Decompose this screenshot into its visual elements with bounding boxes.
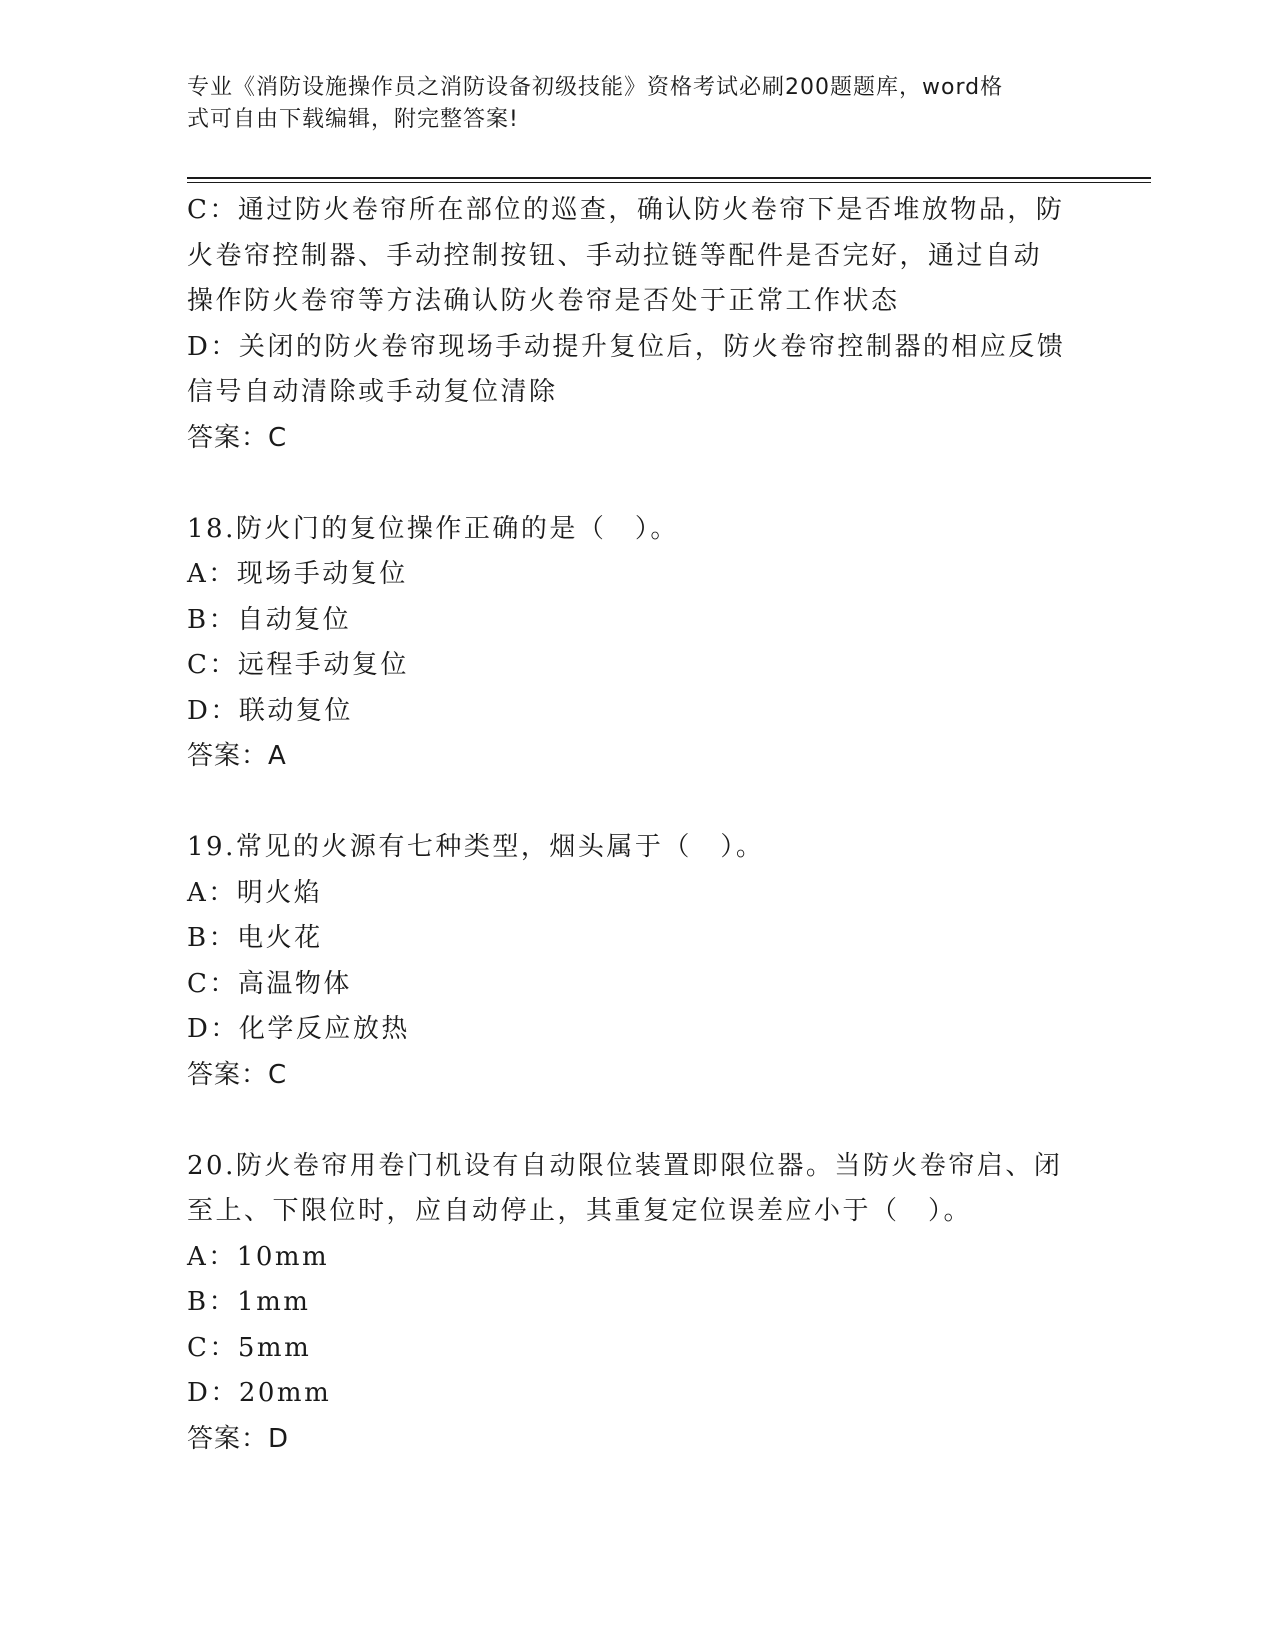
answer-label: 答案：D bbox=[187, 1423, 290, 1454]
spacer bbox=[187, 780, 1087, 826]
header-line-2: 式可自由下载编辑，附完整答案! bbox=[187, 107, 519, 132]
option-d-line: 信号自动清除或手动复位清除 bbox=[187, 377, 558, 407]
option-d: D：20mm bbox=[187, 1378, 332, 1408]
option-c: C：高温物体 bbox=[187, 968, 352, 999]
answer-label: 答案：C bbox=[187, 422, 288, 453]
option-a: A：现场手动复位 bbox=[187, 559, 408, 589]
document-header bbox=[187, 72, 1067, 136]
option-a: A：10mm bbox=[187, 1241, 330, 1272]
spacer bbox=[187, 1098, 1087, 1144]
option-b: B：电火花 bbox=[187, 923, 323, 953]
question-content bbox=[187, 188, 1087, 1462]
option-c: C：远程手动复位 bbox=[187, 650, 409, 680]
question-stem: 19.常见的火源有七种类型，烟头属于（ ）。 bbox=[187, 832, 765, 862]
spacer bbox=[187, 461, 1087, 507]
answer-label: 答案：C bbox=[187, 1059, 288, 1090]
option-c-line: 操作防火卷帘等方法确认防火卷帘是否处于正常工作状态 bbox=[187, 286, 900, 316]
option-d: D：化学反应放热 bbox=[187, 1014, 410, 1044]
option-c-line: 火卷帘控制器、手动控制按钮、手动拉链等配件是否完好，通过自动 bbox=[187, 240, 1043, 271]
header-line-1: 专业《消防设施操作员之消防设备初级技能》资格考试必刷200题题库，word格 bbox=[187, 75, 1004, 100]
continued-question-17 bbox=[187, 188, 1087, 461]
option-c: C：5mm bbox=[187, 1332, 312, 1363]
question-19 bbox=[187, 825, 1087, 1098]
question-20 bbox=[187, 1144, 1087, 1463]
header-divider-thick bbox=[187, 177, 1151, 179]
option-c-line: C：通过防火卷帘所在部位的巡查，确认防火卷帘下是否堆放物品，防 bbox=[187, 195, 1065, 225]
header-divider-thin bbox=[187, 182, 1151, 183]
option-b: B：自动复位 bbox=[187, 604, 352, 635]
option-d-line: D：关闭的防火卷帘现场手动提升复位后，防火卷帘控制器的相应反馈 bbox=[187, 331, 1066, 362]
question-stem: 18.防火门的复位操作正确的是（ ）。 bbox=[187, 513, 679, 544]
option-a: A：明火焰 bbox=[187, 877, 323, 908]
question-18 bbox=[187, 507, 1087, 780]
question-stem: 至上、下限位时，应自动停止，其重复定位误差应小于（ ）。 bbox=[187, 1196, 973, 1226]
answer-label: 答案：A bbox=[187, 741, 287, 771]
option-d: D：联动复位 bbox=[187, 695, 353, 726]
question-stem: 20.防火卷帘用卷门机设有自动限位装置即限位器。当防火卷帘启、闭 bbox=[187, 1150, 1063, 1181]
option-b: B：1mm bbox=[187, 1287, 311, 1317]
